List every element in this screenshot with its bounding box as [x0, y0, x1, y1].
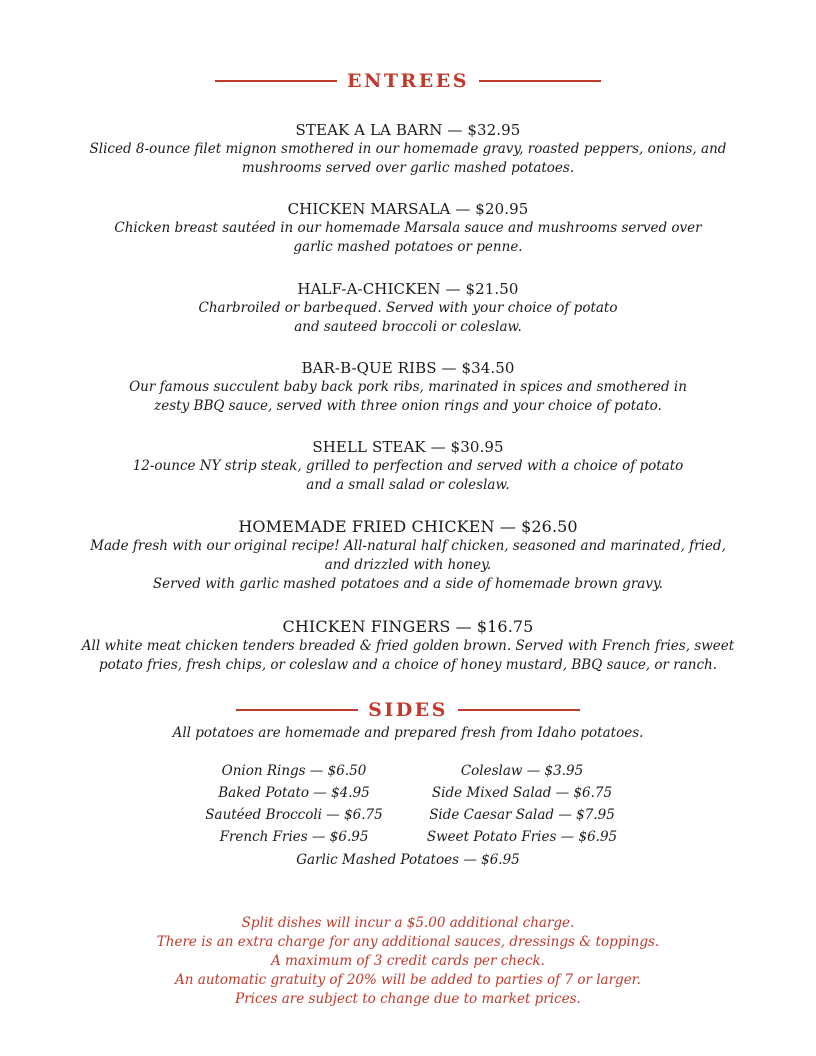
- entree-desc-line: 12-ounce NY strip steak, grilled to perfection and served with a choice of potato: [132, 458, 684, 474]
- entrees-title: ENTREES: [347, 70, 469, 92]
- entree-item: [60, 617, 756, 675]
- footnote-line: Split dishes will incur a $5.00 additional charge.: [241, 915, 575, 931]
- heading-rule-right: [458, 709, 580, 711]
- entree-desc-line: zesty BBQ sauce, served with three onion rings and your choice of potato.: [154, 398, 662, 414]
- entree-item: [60, 437, 756, 495]
- sides-list: [180, 760, 636, 848]
- entree-name: BAR-B-QUE RIBS — $34.50: [301, 359, 515, 377]
- footnote-line: An automatic gratuity of 20% will be added to parties of 7 or larger.: [175, 972, 641, 988]
- entrees-heading: [0, 69, 816, 93]
- sides-heading: [0, 698, 816, 722]
- side-item: Sweet Potato Fries — $6.95: [426, 829, 618, 845]
- entree-desc-line: mushrooms served over garlic mashed potatoes.: [241, 160, 575, 176]
- entree-name: CHICKEN FINGERS — $16.75: [282, 617, 534, 636]
- entree-name: HALF-A-CHICKEN — $21.50: [297, 280, 519, 298]
- entree-desc-line: and drizzled with honey.: [324, 557, 492, 573]
- side-item: Garlic Mashed Potatoes — $6.95: [296, 852, 520, 868]
- entree-desc-line: Served with garlic mashed potatoes and a side of homemade brown gravy.: [152, 576, 664, 592]
- entree-desc-line: garlic mashed potatoes or penne.: [293, 239, 523, 255]
- footnote-line: A maximum of 3 credit cards per check.: [271, 953, 545, 969]
- entree-item: [60, 120, 756, 178]
- sides-title: SIDES: [368, 699, 448, 721]
- entree-item: [60, 279, 756, 337]
- side-item: Baked Potato — $4.95: [218, 785, 370, 801]
- footnote-line: There is an extra charge for any additional sauces, dressings & toppings.: [156, 934, 660, 950]
- entree-item: [60, 199, 756, 257]
- heading-rule-left: [236, 709, 358, 711]
- entree-item: [60, 517, 756, 594]
- entree-desc-line: Charbroiled or barbequed. Served with your choice of potato: [198, 300, 618, 316]
- entree-desc-line: All white meat chicken tenders breaded & fried golden brown. Served with French fries, sweet: [81, 638, 735, 654]
- side-item: Side Mixed Salad — $6.75: [431, 785, 613, 801]
- side-item: Onion Rings — $6.50: [221, 763, 367, 779]
- entree-name: SHELL STEAK — $30.95: [312, 438, 504, 456]
- entree-desc-line: Chicken breast sautéed in our homemade Marsala sauce and mushrooms served over: [114, 220, 702, 236]
- entree-desc-line: Made fresh with our original recipe! All-natural half chicken, seasoned and marinated, fried,: [90, 538, 726, 554]
- sides-note: All potatoes are homemade and prepared fresh from Idaho potatoes.: [172, 725, 644, 741]
- footnote-line: Prices are subject to change due to market prices.: [235, 991, 581, 1007]
- side-item: Coleslaw — $3.95: [460, 763, 584, 779]
- entree-desc-line: and a small salad or coleslaw.: [306, 477, 510, 493]
- heading-rule-left: [215, 80, 337, 82]
- side-item: French Fries — $6.95: [219, 829, 369, 845]
- side-item: Side Caesar Salad — $7.95: [429, 807, 615, 823]
- entree-item: [60, 358, 756, 416]
- entree-name: STEAK A LA BARN — $32.95: [295, 121, 521, 139]
- heading-rule-right: [479, 80, 601, 82]
- entree-desc-line: Our famous succulent baby back pork ribs, marinated in spices and smothered in: [129, 379, 687, 395]
- side-item: Sautéed Broccoli — $6.75: [205, 807, 383, 823]
- entree-desc-line: Sliced 8-ounce filet mignon smothered in our homemade gravy, roasted peppers, onions, and: [89, 141, 727, 157]
- entree-desc-line: potato fries, fresh chips, or coleslaw and a choice of honey mustard, BBQ sauce, or ranch.: [98, 657, 718, 673]
- entree-desc-line: and sauteed broccoli or coleslaw.: [294, 319, 522, 335]
- entree-name: CHICKEN MARSALA — $20.95: [287, 200, 529, 218]
- entree-name: HOMEMADE FRIED CHICKEN — $26.50: [238, 517, 578, 536]
- footnotes: [0, 914, 816, 1009]
